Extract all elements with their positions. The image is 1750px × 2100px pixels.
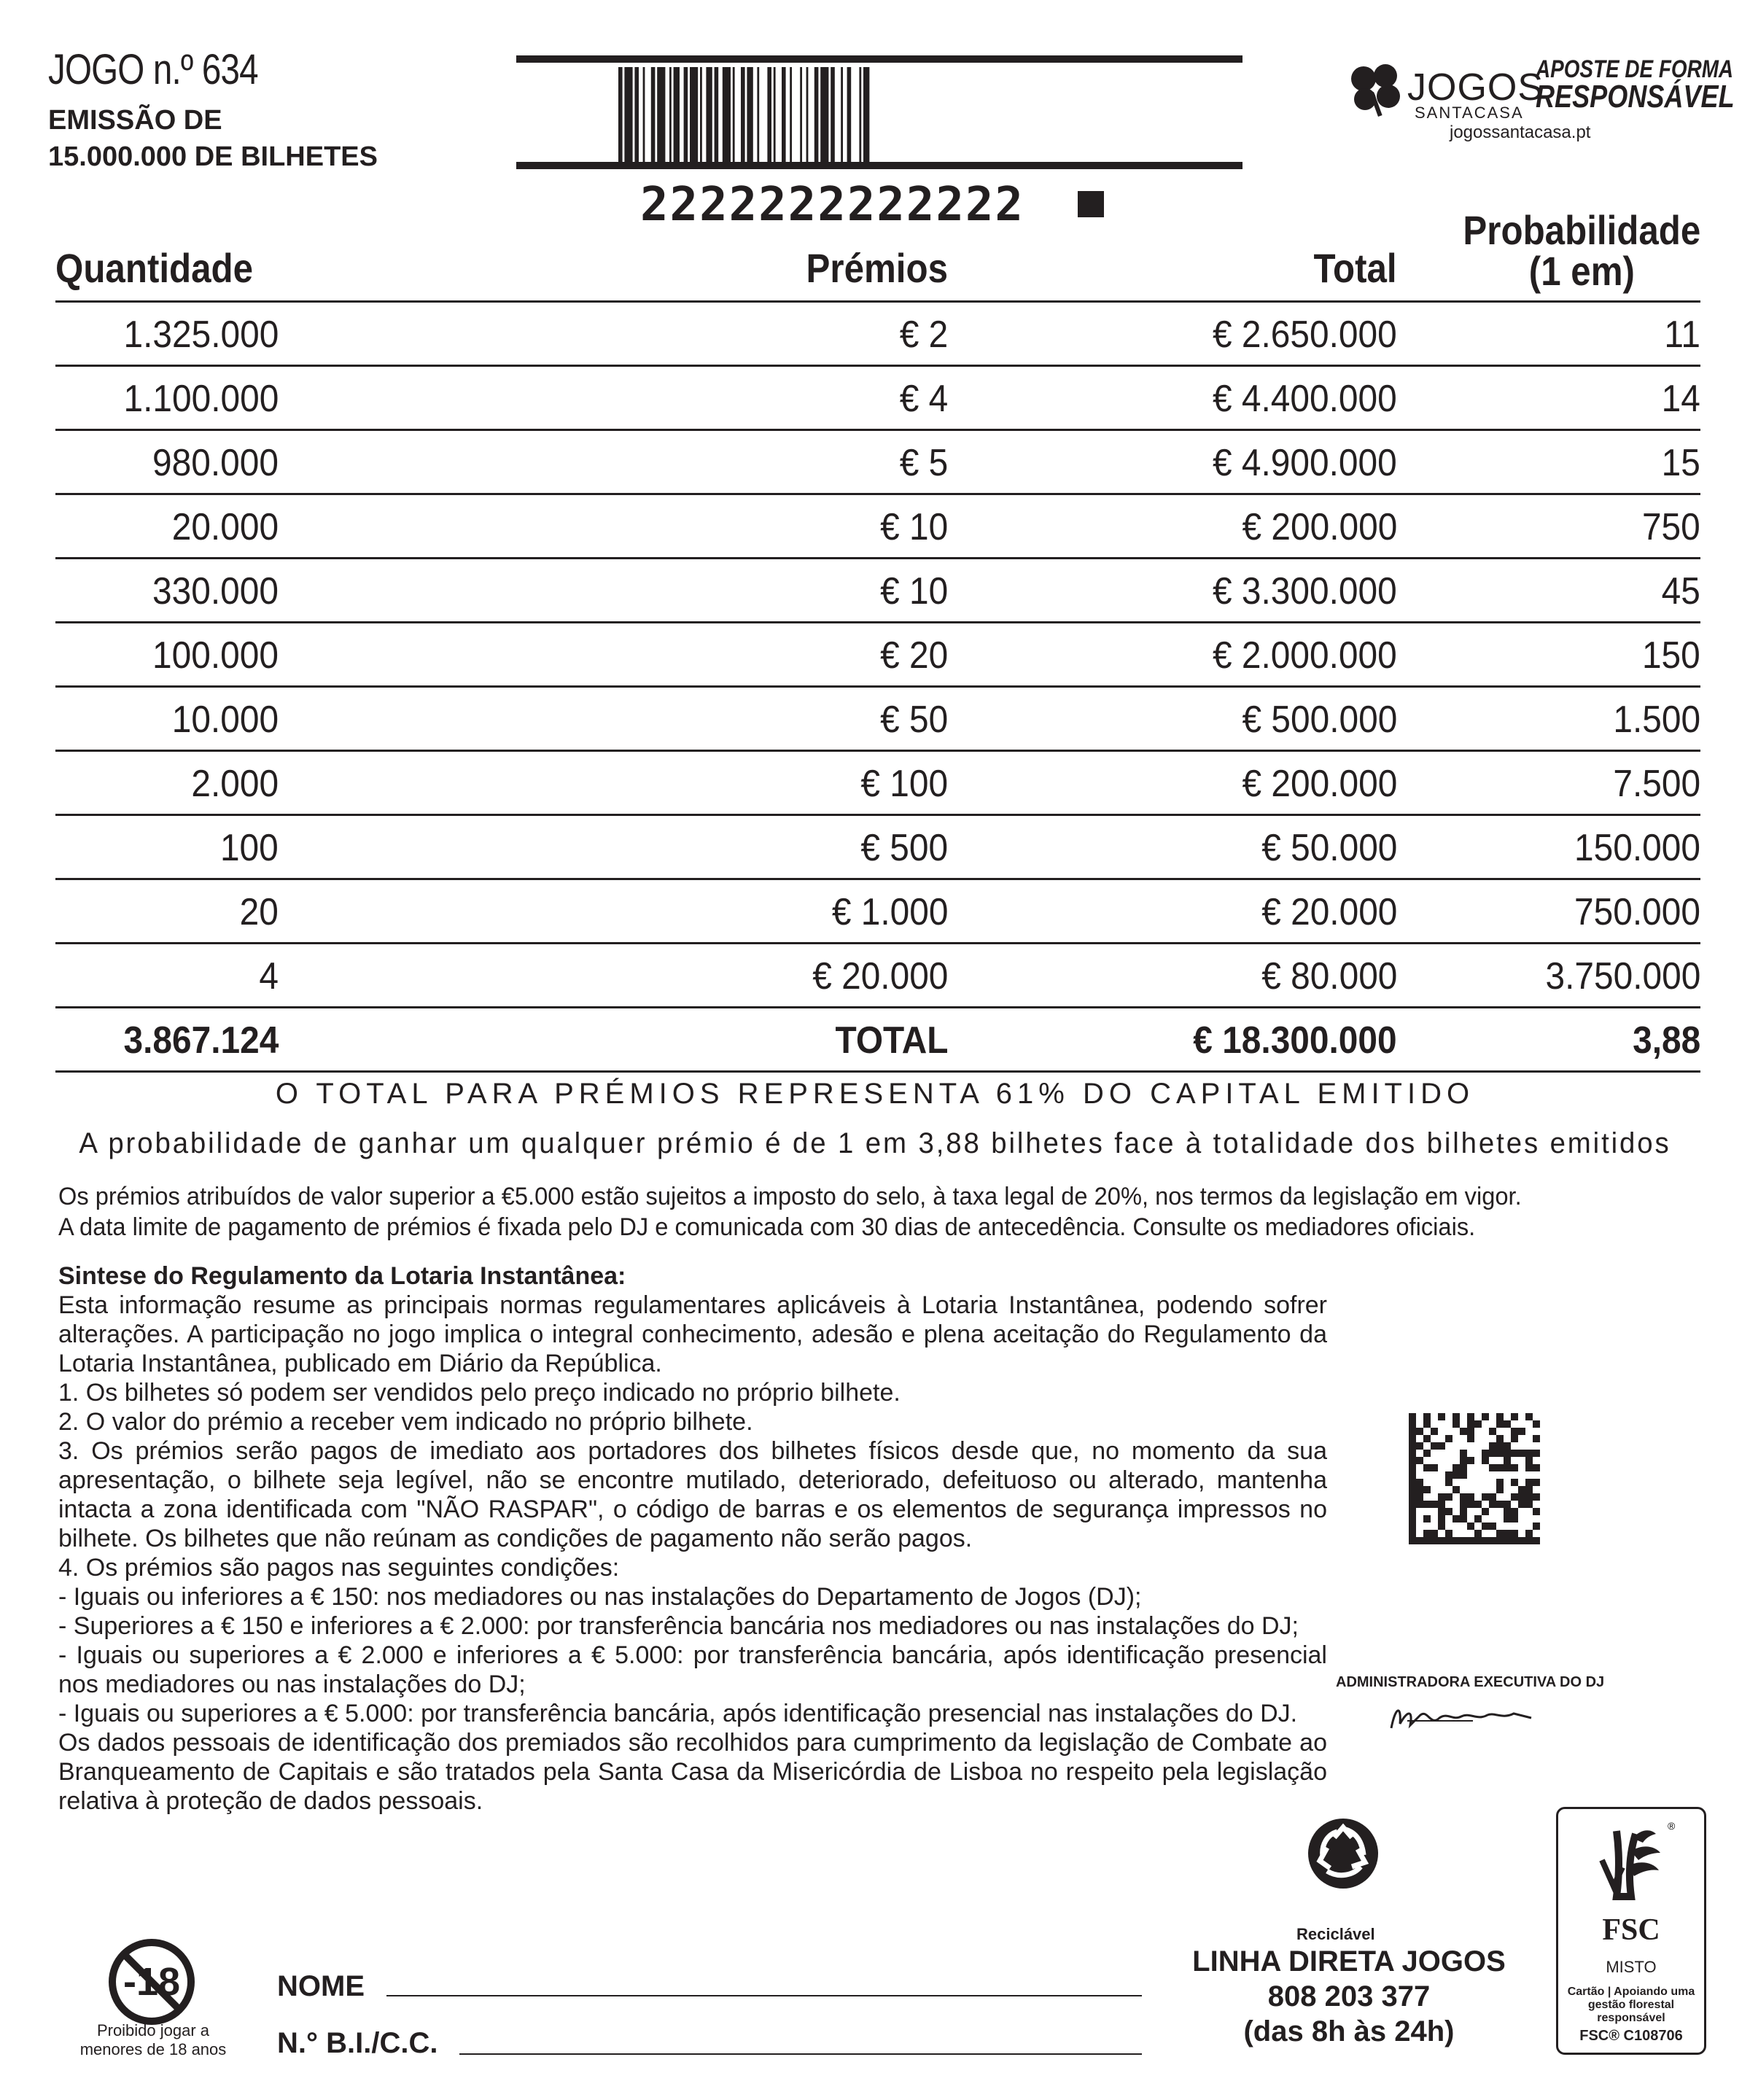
cell-probability: 45	[1661, 570, 1700, 612]
cell-total: € 3.300.000	[1213, 570, 1397, 612]
cell-quantity: 1.100.000	[123, 378, 279, 420]
cell-total: € 2.000.000	[1213, 634, 1397, 677]
datamatrix-code	[1409, 1413, 1540, 1544]
barcode-number: 2222222222222	[640, 178, 1024, 232]
name-label: NOME	[277, 1970, 365, 2002]
table-row	[55, 303, 1700, 367]
cell-quantity: 4	[259, 955, 279, 998]
regulation-paragraph: 2. O valor do prémio a receber vem indicado no próprio bilhete.	[58, 1408, 753, 1436]
cell-prize: € 500	[860, 827, 948, 869]
header-quantity: Quantidade	[55, 245, 254, 291]
cell-prize: € 10	[879, 570, 948, 612]
cell-prize: € 1.000	[831, 891, 948, 933]
age-note-line1: Proibido jogar a	[96, 2021, 210, 2039]
cell-total: € 4.900.000	[1213, 442, 1397, 484]
regulation-heading: Sintese do Regulamento da Lotaria Instantânea:	[58, 1262, 626, 1290]
regulation-paragraph: - Iguais ou superiores a € 5.000: por transferência bancária, após identificação presencial nas instalações do DJ.	[58, 1700, 1298, 1727]
regulation-paragraph: - Iguais ou inferiores a € 150: nos mediadores ou nas instalações do Departamento de Jogos (DJ);	[58, 1583, 1142, 1611]
table-row	[55, 495, 1700, 559]
slogan-line2: RESPONSÁVEL	[1536, 79, 1735, 114]
cell-prize: € 20.000	[812, 955, 948, 998]
cell-quantity: 2.000	[191, 763, 279, 805]
website: jogossantacasa.pt	[1450, 122, 1591, 142]
regulation-paragraph: Esta informação resume as principais normas regulamentares aplicáveis à Lotaria Instantânea, podendo sofrer alterações. A participação no jogo implica o integral conhecimento, adesão e plena aceitação do Regulamento da Lotaria Instantânea, publicado em Diário da República.	[58, 1291, 1327, 1377]
logo-sub: SANTACASA	[1415, 104, 1524, 122]
table-row	[55, 688, 1700, 752]
regulation-paragraphs	[58, 1291, 1327, 1816]
cell-probability: 7.500	[1613, 763, 1700, 805]
emission-line1: EMISSÃO DE	[48, 105, 222, 136]
age-symbol: -18	[122, 1960, 181, 2004]
cell-quantity: 100	[220, 827, 279, 869]
svg-text:®: ®	[1668, 1820, 1676, 1832]
cell-quantity: 1.325.000	[123, 314, 279, 356]
table-row	[55, 944, 1700, 1008]
deadline-note: A data limite de pagamento de prémios é fixada pelo DJ e comunicada com 30 dias de antecedência. Consulte os mediadores oficiais.	[58, 1213, 1476, 1241]
header-total: Total	[1313, 245, 1397, 291]
cell-total: € 20.000	[1261, 891, 1397, 933]
signature-role: ADMINISTRADORA EXECUTIVA DO DJ	[1336, 1674, 1605, 1690]
cell-quantity: 100.000	[152, 634, 279, 677]
name-field[interactable]	[386, 1995, 1142, 1996]
cell-probability: 15	[1661, 442, 1700, 484]
header-probability-line1: Probabilidade	[1463, 207, 1700, 253]
cell-probability: 1.500	[1613, 699, 1700, 741]
header-probability	[1463, 207, 1700, 294]
total-label: TOTAL	[834, 1019, 948, 1062]
probability-note: A probabilidade de ganhar um qualquer prémio é de 1 em 3,88 bilhetes face à totalidade dos bilhetes emitidos	[79, 1127, 1671, 1159]
fsc-code: FSC® C108706	[1579, 2028, 1683, 2044]
table-row	[55, 816, 1700, 880]
regulation-paragraph: 3. Os prémios serão pagos de imediato aos portadores dos bilhetes físicos desde que, no momento da sua apresentação, o bilhete seja legível, não se encontre mutilado, deteriorado, defeituoso ou alterado, mantenha intacta a zona identificada com "NÃO RASPAR", o código de barras e os elementos de segurança impressos no bilhete. Os bilhetes que não reúnam as condições de pagamento não serão pagos.	[58, 1437, 1327, 1552]
table-row	[55, 367, 1700, 431]
slogan	[1536, 55, 1735, 114]
table-row	[55, 752, 1700, 816]
cell-quantity: 20.000	[171, 506, 279, 548]
cell-quantity: 330.000	[152, 570, 279, 612]
cell-total: € 200.000	[1242, 763, 1397, 805]
prize-table	[55, 206, 1700, 1073]
signature-mark	[1385, 1699, 1546, 1735]
id-field[interactable]	[459, 2053, 1142, 2055]
recycle-icon	[1305, 1816, 1381, 1891]
cell-prize: € 20	[879, 634, 948, 677]
fsc-tree-icon	[1587, 1816, 1679, 1914]
age-note	[66, 2021, 241, 2059]
cell-prize: € 4	[899, 378, 948, 420]
barcode	[516, 55, 1242, 169]
regulation-summary	[58, 1261, 1327, 1816]
cell-probability: 11	[1664, 314, 1700, 356]
header-prize: Prémios	[806, 245, 948, 291]
tax-note: Os prémios atribuídos de valor superior a €5.000 estão sujeitos a imposto do selo, à taxa legal de 20%, nos termos da legislação em vigor.	[58, 1183, 1522, 1210]
cell-probability: 3.750.000	[1545, 955, 1700, 998]
cell-prize: € 100	[860, 763, 948, 805]
cell-total: € 500.000	[1242, 699, 1397, 741]
fsc-type: MISTO	[1606, 1958, 1657, 1976]
table-total-row	[55, 1008, 1700, 1073]
cell-total: € 80.000	[1261, 955, 1397, 998]
cell-quantity: 980.000	[152, 442, 279, 484]
cell-probability: 750	[1642, 506, 1700, 548]
table-row	[55, 880, 1700, 944]
id-label: N.° B.I./C.C.	[277, 2027, 438, 2059]
table-row	[55, 623, 1700, 688]
table-header	[55, 206, 1700, 303]
regulation-paragraph: 1. Os bilhetes só podem ser vendidos pelo preço indicado no próprio bilhete.	[58, 1379, 901, 1407]
game-title: JOGO n.º 634	[48, 46, 258, 93]
age-restriction-icon	[106, 1937, 197, 2027]
fsc-word: FSC	[1602, 1913, 1660, 1947]
total-probability: 3,88	[1632, 1019, 1700, 1062]
total-percent-note: O TOTAL PARA PRÉMIOS REPRESENTA 61% DO CAPITAL EMITIDO	[275, 1078, 1475, 1110]
barcode-bars	[618, 67, 1143, 163]
header-probability-line2: (1 em)	[1528, 248, 1635, 294]
cell-quantity: 20	[239, 891, 279, 933]
hotline-hours: (das 8h às 24h)	[1243, 2015, 1455, 2048]
emission-info	[48, 102, 378, 175]
hotline	[1174, 1944, 1524, 2049]
cell-total: € 50.000	[1261, 827, 1397, 869]
hotline-title: LINHA DIRETA JOGOS	[1192, 1945, 1506, 1978]
regulation-paragraph: - Superiores a € 150 e inferiores a € 2.000: por transferência bancária nos mediadores ou nas instalações do DJ;	[58, 1612, 1299, 1640]
cell-total: € 200.000	[1242, 506, 1397, 548]
cell-prize: € 10	[879, 506, 948, 548]
slogan-line1: APOSTE DE FORMA	[1536, 55, 1734, 83]
cell-prize: € 5	[899, 442, 948, 484]
regulation-paragraph: 4. Os prémios são pagos nas seguintes condições:	[58, 1554, 620, 1582]
fsc-subtitle: Cartão | Apoiando uma gestão florestal responsável	[1567, 1986, 1695, 2024]
hotline-number: 808 203 377	[1267, 1980, 1431, 2012]
table-body	[55, 303, 1700, 1008]
regulation-paragraph: - Iguais ou superiores a € 2.000 e inferiores a € 5.000: por transferência bancária, após identificação presencial nos mediadores ou nas instalações do DJ;	[58, 1641, 1327, 1698]
total-amount: € 18.300.000	[1193, 1019, 1397, 1062]
cell-total: € 4.400.000	[1213, 378, 1397, 420]
total-quantity: 3.867.124	[123, 1019, 279, 1062]
logo-word: JOGOS	[1407, 66, 1544, 109]
clover-logo-icon	[1348, 63, 1404, 118]
cell-probability: 14	[1661, 378, 1700, 420]
emission-line2: 15.000.000 DE BILHETES	[48, 141, 378, 172]
cell-quantity: 10.000	[171, 699, 279, 741]
cell-probability: 150.000	[1574, 827, 1700, 869]
cell-probability: 750.000	[1574, 891, 1700, 933]
cell-prize: € 50	[879, 699, 948, 741]
cell-prize: € 2	[899, 314, 948, 356]
regulation-paragraph: Os dados pessoais de identificação dos premiados são recolhidos para cumprimento da legislação de Combate ao Branqueamento de Capitais e são tratados pela Santa Casa da Misericórdia de Lisboa no respeito pela legislação relativa à proteção de dados pessoais.	[58, 1729, 1327, 1815]
table-row	[55, 431, 1700, 495]
recycle-label: Reciclável	[1296, 1925, 1375, 1943]
cell-probability: 150	[1642, 634, 1700, 677]
cell-total: € 2.650.000	[1213, 314, 1397, 356]
table-row	[55, 559, 1700, 623]
age-note-line2: menores de 18 anos	[79, 2040, 227, 2058]
fsc-badge	[1556, 1807, 1706, 2055]
